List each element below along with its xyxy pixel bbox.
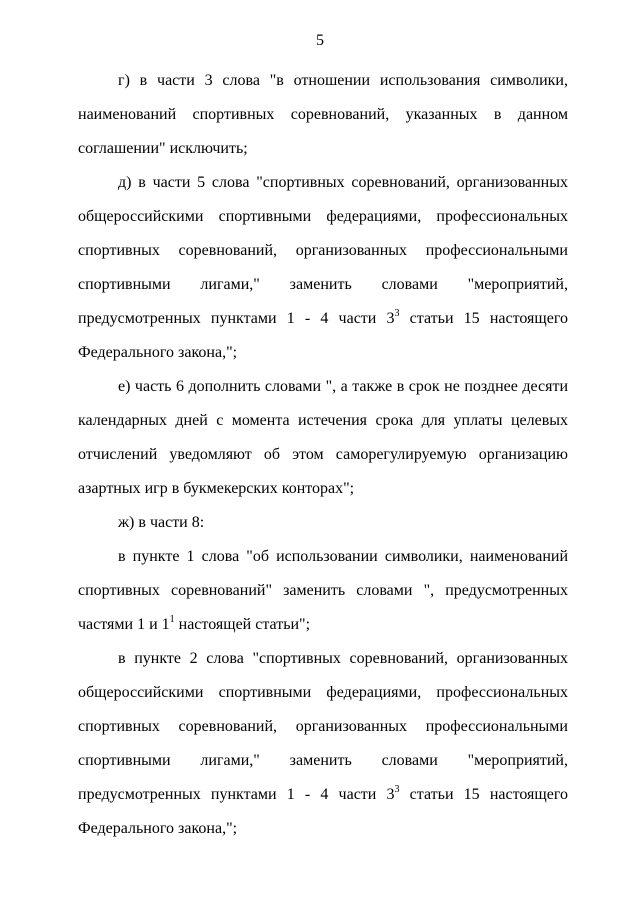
- paragraph-g: г) в части 3 слова "в отношении использования символики, наименований спортивных соревнований, указанных в данном соглашении" исключить;: [78, 72, 568, 157]
- paragraph-d-text-end: статьи 15 настоящего Федерального закона,";: [78, 310, 568, 361]
- paragraph-item-1-text: в пункте 1 слова "об использовании символики, наименований спортивных соревнований" заменить словами ", предусмотренных частями 1 и 1: [78, 548, 568, 633]
- paragraph-item-2: [78, 642, 568, 846]
- paragraph-d-superscript: 3: [394, 308, 400, 319]
- paragraph-item-2-superscript: 3: [394, 784, 400, 795]
- paragraph-item-1-superscript: 1: [169, 614, 175, 625]
- paragraph-e: е) часть 6 дополнить словами ", а также в срок не позднее десяти календарных дней с момента истечения срока для уплаты целевых отчислений уведомляют об этом саморегулируемую организацию азартных игр в букмекерских конторах";: [78, 378, 568, 497]
- page-number: 5: [316, 32, 324, 49]
- paragraph-item-1-text-end: настоящей статьи";: [174, 616, 311, 633]
- paragraph-item-2-text: в пункте 2 слова "спортивных соревнований, организованных общероссийскими спортивными федерациями, профессиональных спортивных соревнований, организованных профессиональными спортивными лигами," заменить словами "мероприятий, предусмотренных пунктами 1 - 4 части 3: [78, 650, 568, 803]
- paragraph-item-2-text-end: статьи 15 настоящего Федерального закона,";: [78, 786, 568, 837]
- document-body: [78, 64, 568, 846]
- paragraph-zh: ж) в части 8:: [118, 514, 205, 531]
- paragraph-d-text: д) в части 5 слова "спортивных соревнований, организованных общероссийскими спортивными федерациями, профессиональных спортивных соревнований, организованных профессиональными спортивными лигами," заменить словами "мероприятий, предусмотренных пунктами 1 - 4 части 3: [78, 174, 568, 327]
- paragraph-item-1: [78, 540, 568, 642]
- paragraph-d: [78, 166, 568, 370]
